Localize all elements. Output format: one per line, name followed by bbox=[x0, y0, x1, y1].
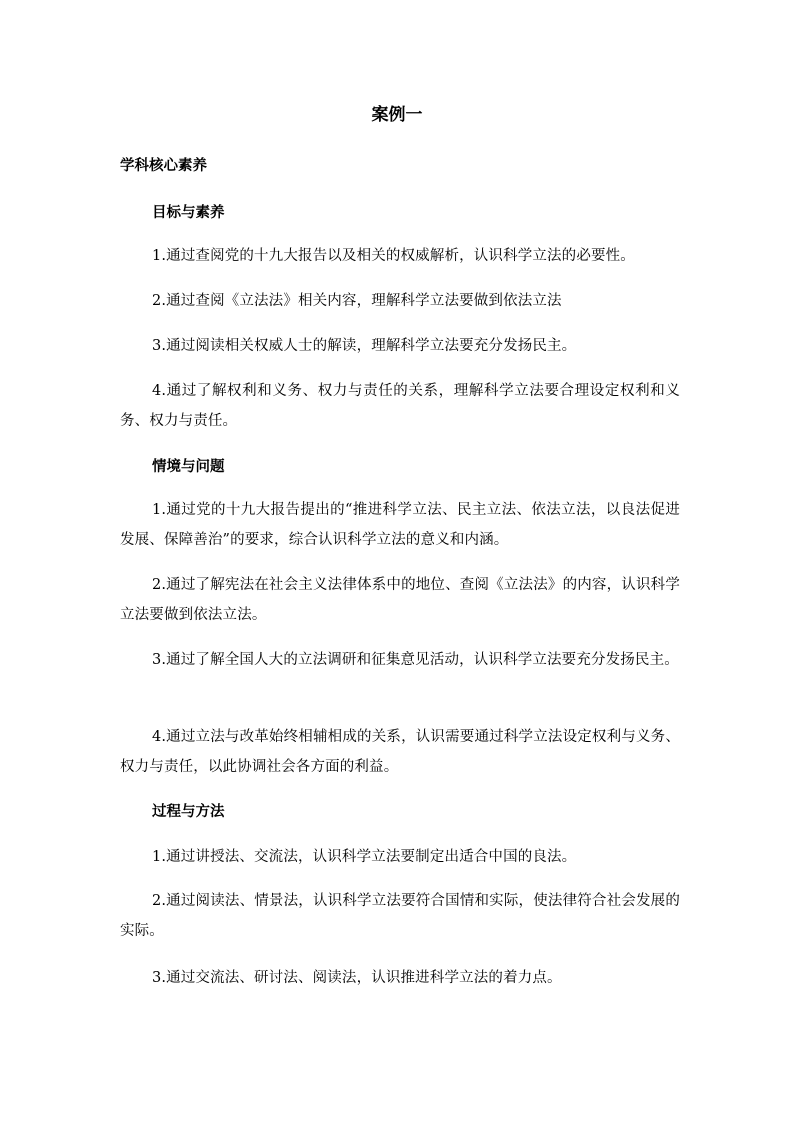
paragraph: 2.通过了解宪法在社会主义法律体系中的地位、查阅《立法法》的内容，认识科学立法要做到依法立法。 bbox=[120, 577, 680, 623]
page-title: 案例一 bbox=[371, 105, 423, 125]
subheading-goals: 目标与素养 bbox=[152, 204, 225, 221]
paragraph: 3.通过阅读相关权威人士的解读，理解科学立法要充分发扬民主。 bbox=[152, 338, 577, 354]
paragraph: 3.通过交流法、研讨法、阅读法，认识推进科学立法的着力点。 bbox=[152, 970, 562, 986]
paragraph: 4.通过了解权利和义务、权力与责任的关系，理解科学立法要合理设定权利和义务、权力与责任。 bbox=[120, 383, 680, 429]
paragraph: 4.通过立法与改革始终相辅相成的关系，认识需要通过科学立法设定权利与义务、权力与责任，以此协调社会各方面的利益。 bbox=[120, 729, 680, 775]
paragraph: 1.通过讲授法、交流法，认识科学立法要制定出适合中国的良法。 bbox=[152, 849, 577, 865]
paragraph: 1.通过查阅党的十九大报告以及相关的权威解析，认识科学立法的必要性。 bbox=[152, 248, 635, 264]
paragraph: 2.通过阅读法、情景法，认识科学立法要符合国情和实际，使法律符合社会发展的实际。 bbox=[120, 893, 680, 939]
subheading-process-methods: 过程与方法 bbox=[152, 803, 225, 820]
subheading-situations: 情境与问题 bbox=[152, 458, 225, 475]
section-heading-core-literacy: 学科核心素养 bbox=[120, 157, 207, 174]
paragraph: 1.通过党的十九大报告提出的“推进科学立法、民主立法、依法立法，以良法促进发展、保障善治”的要求，综合认识科学立法的意义和内涵。 bbox=[120, 502, 680, 548]
paragraph: 3.通过了解全国人大的立法调研和征集意见活动，认识科学立法要充分发扬民主。 bbox=[152, 652, 679, 668]
paragraph: 2.通过查阅《立法法》相关内容，理解科学立法要做到依法立法 bbox=[152, 293, 562, 309]
